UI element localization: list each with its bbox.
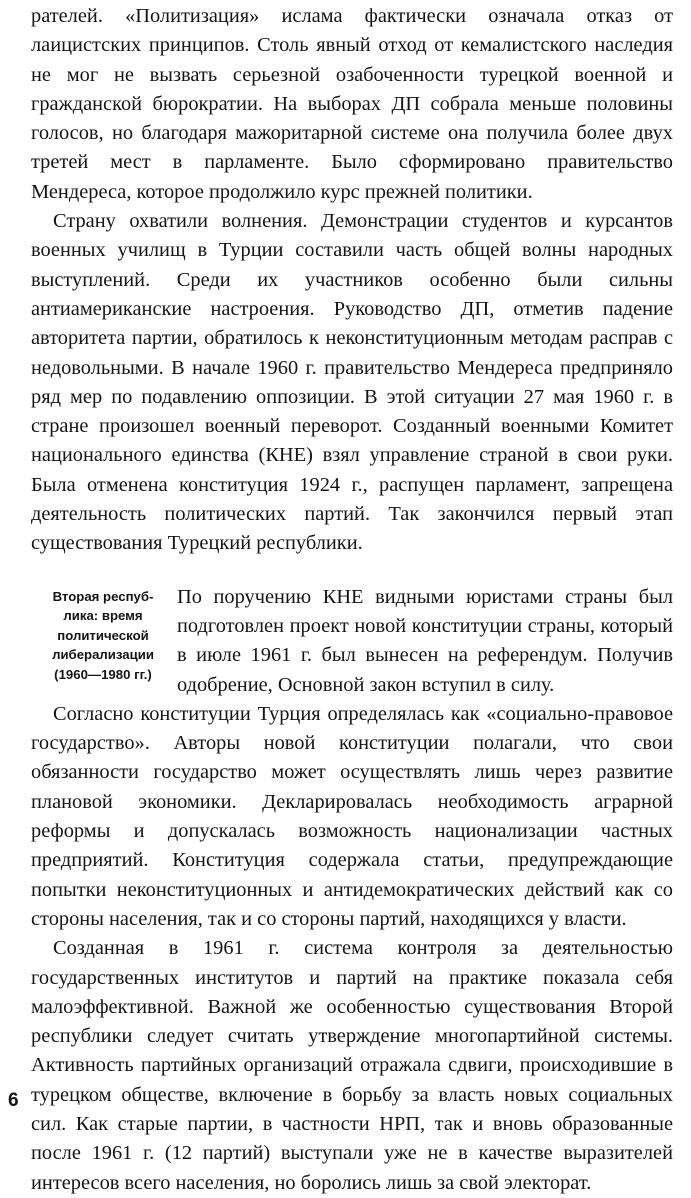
page-number: 6 bbox=[8, 1090, 19, 1111]
paragraph-constitution-draft: По поручению КНЕ видными юристами страны был подготовлен проект новой конституции страны, который в июле 1961 г. был вынесен на референдум. Получив одобрение, Основной закон вступил в силу. bbox=[177, 585, 673, 696]
side-heading-line: либерализации bbox=[52, 647, 154, 663]
paragraph-unrest: Страну охватили волнения. Демонстрации студентов и курсантов военных училищ в Турции составили часть общей волны народных выступлений. Среди их участников особенно были сильны антиамериканские настроения. Руководство ДП, отметив падение авторитета партии, обратилось к неконституционным методам расправ с недовольными. В начале 1960 г. правительство Мендереса предприняло ряд мер по подавлению оппозиции. В этой ситуации 27 мая 1960 г. в стране произошел военный переворот. Созданный военными Комитет национального единства (КНЕ) взял управление страной в свои руки. Была отменена конституция 1924 г., распущен парламент, запрещена деятельность политических партий. Так закончился первый этап существования Турецкий республики. bbox=[31, 210, 673, 555]
paragraph-multiparty-system: Созданная в 1961 г. система контроля за деятельностью государственных институтов и партий на практике показала себя малоэффективной. Важной же особенностью существования Второй республики следует считать утверждение многопартийной системы. Активность партийных организаций отражала сдвиги, происходившие в турецком обществе, включение в борьбу за власть новых социальных сил. Как старые партии, в частности НРП, так и вновь образованные после 1961 г. (12 партий) выступали уже не в качестве выразителей интересов всего населения, но боролись лишь за свой электорат. bbox=[31, 937, 673, 1194]
side-heading-line: (1960—1980 гг.) bbox=[54, 667, 152, 683]
side-heading bbox=[31, 587, 175, 685]
section-second-republic bbox=[31, 583, 673, 700]
paragraph-continuation: рателей. «Политизация» ислама фактически означала отказ от лаицистских принципов. Столь явный отход от кемалистского наследия не мог не вызвать серьезной озабоченности турецкой военной и гражданской бюрократии. На выборах ДП собрала меньше половины голосов, но благодаря мажоритарной системе она получила более двух третей мест в парламенте. Было сформировано правительство Мендереса, которое продолжило курс прежней политики. bbox=[31, 5, 673, 203]
paragraph-constitution-content: Согласно конституции Турция определялась как «социально-правовое государство». Авторы новой конституции полагали, что свои обязанности государство может осуществлять лишь через развитие плановой экономики. Декларировалась необходимость аграрной реформы и допускалась возможность национализации частных предприятий. Конституция содержала статьи, предупреждающие попытки неконституционных и антидемократических действий как со стороны населения, так и со стороны партий, находящихся у власти. bbox=[31, 702, 673, 930]
side-heading-line: Вторая респуб- bbox=[52, 588, 154, 604]
page-body bbox=[31, 2, 673, 1198]
side-heading-line: лика: время bbox=[63, 608, 143, 624]
side-heading-line: политической bbox=[57, 627, 149, 643]
